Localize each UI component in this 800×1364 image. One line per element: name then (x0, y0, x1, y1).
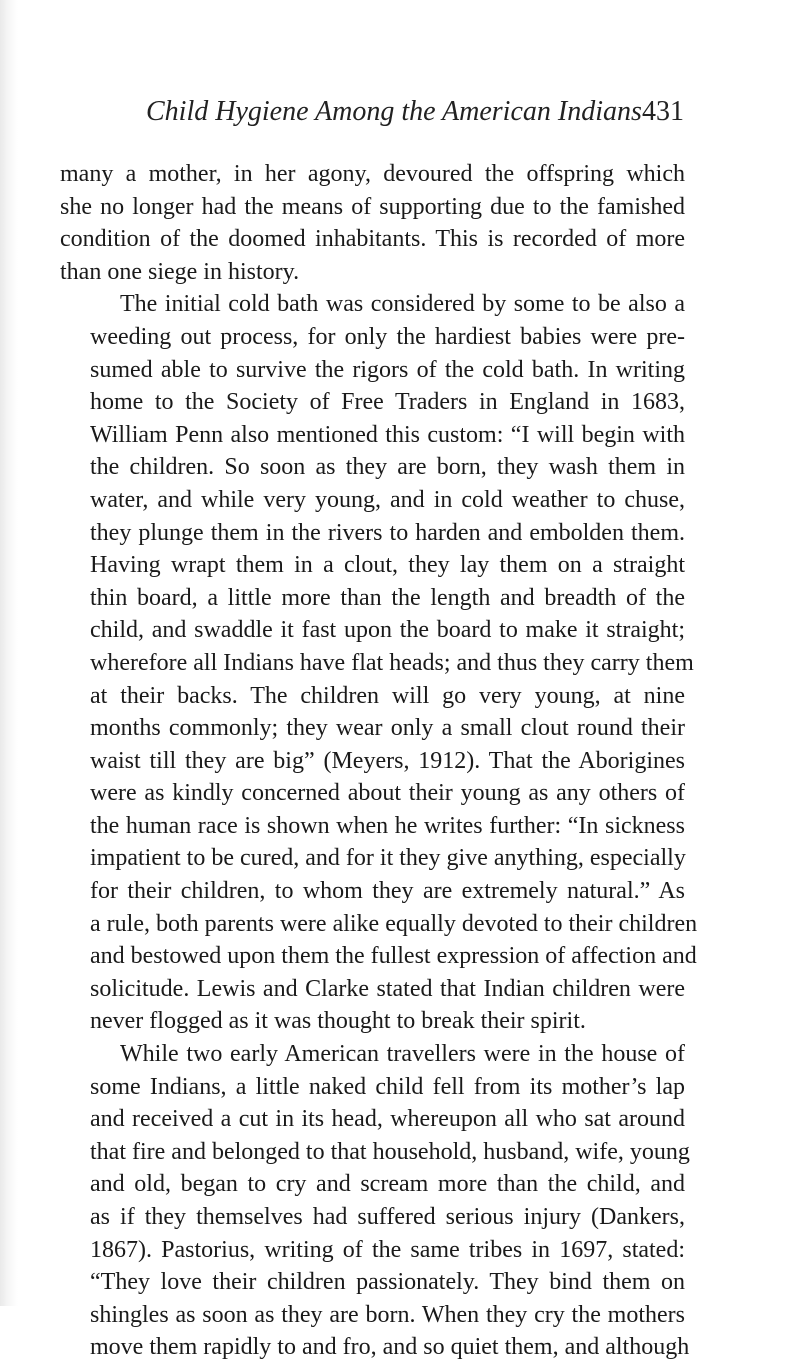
paragraph-2 (60, 288, 698, 1038)
text-line: many a mother, in her agony, devoured the offspring which (60, 161, 685, 187)
text-line: months commonly; they wear only a small clout round their (90, 715, 685, 742)
text-line: never flogged as it was thought to break their spirit. (90, 1008, 586, 1035)
text-line: solicitude. Lewis and Clarke stated that Indian children were (90, 975, 685, 1002)
text-line: condition of the doomed inhabitants. This is recorded of more (60, 226, 685, 253)
text-line: wherefore all Indians have flat heads; and thus they carry them (90, 649, 694, 676)
text-line: 1867). Pastorius, writing of the same tribes in 1697, stated: (90, 1236, 685, 1263)
text-line: weeding out process, for only the hardiest babies were pre- (90, 323, 685, 350)
text-line: water, and while very young, and in cold weather to chuse, (90, 486, 685, 513)
text-line: than one siege in history. (60, 258, 300, 285)
text-line: and old, began to cry and scream more than the child, and (90, 1171, 685, 1198)
text-line: and received a cut in its head, whereupon all who sat around (90, 1106, 685, 1133)
text-line: were as kindly concerned about their young as any others of (90, 780, 685, 807)
text-line: child, and swaddle it fast upon the board to make it straight; (90, 617, 685, 644)
text-line: a rule, both parents were alike equally devoted to their children (90, 910, 698, 937)
text-line: waist till they are big” (Meyers, 1912). That the Aborigines (90, 747, 685, 774)
text-line: sumed able to survive the rigors of the cold bath. In writing (90, 356, 685, 383)
text-line: shingles as soon as they are born. When they cry the mothers (90, 1301, 685, 1328)
text-line: “They love their children passionately. They bind them on (90, 1269, 685, 1296)
text-line: the human race is shown when he writes further: “In sickness (90, 812, 685, 839)
text-line: William Penn also mentioned this custom: “I will begin with (90, 421, 685, 448)
running-head (146, 92, 684, 132)
page-number: 431 (642, 96, 684, 127)
page-gutter-shadow (0, 0, 18, 1306)
text-line: the children. So soon as they are born, they wash them in (90, 454, 685, 481)
text-line: thin board, a little more than the length and breadth of the (90, 584, 685, 611)
text-line: The initial cold bath was considered by some to be also a (120, 291, 685, 318)
text-line: for their children, to whom they are extremely natural.” As (90, 878, 685, 905)
text-line: While two early American travellers were in the house of (120, 1041, 685, 1068)
text-line: home to the Society of Free Traders in England in 1683, (90, 389, 685, 416)
text-line: they plunge them in the rivers to harden and embolden them. (90, 519, 685, 546)
text-line: that fire and belonged to that household, husband, wife, young (90, 1138, 690, 1165)
text-line: she no longer had the means of supporting due to the famished (60, 193, 685, 220)
paragraph-3 (60, 1038, 690, 1364)
text-line: and bestowed upon them the fullest expression of affection and (90, 943, 697, 970)
body-text (60, 158, 698, 1364)
running-title: Child Hygiene Among the American Indians (146, 96, 642, 127)
text-line: as if they themselves had suffered serious injury (Dankers, (90, 1204, 685, 1230)
text-line: at their backs. The children will go very young, at nine (90, 682, 685, 709)
text-line: impatient to be cured, and for it they give anything, especially (90, 845, 686, 872)
paragraph-1 (60, 158, 685, 288)
text-line: Having wrapt them in a clout, they lay them on a straight (90, 552, 685, 579)
text-line: move them rapidly to and fro, and so quiet them, and although (90, 1334, 690, 1361)
text-line: some Indians, a little naked child fell from its mother’s lap (90, 1073, 685, 1100)
